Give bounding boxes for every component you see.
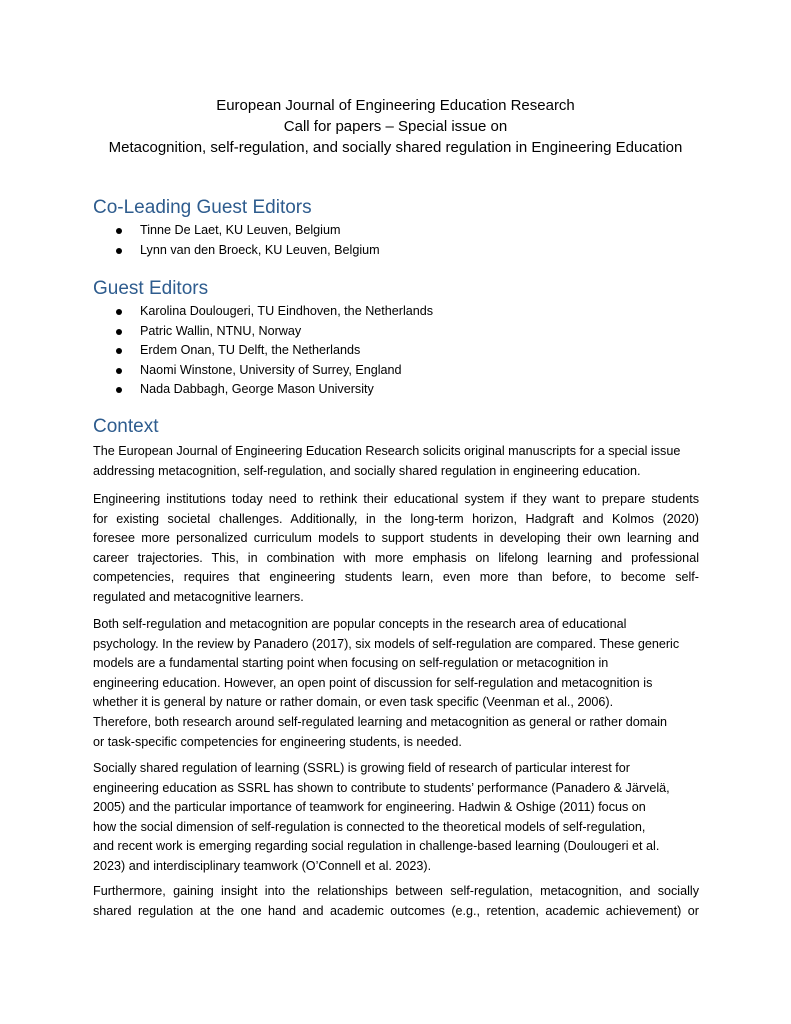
journal-name: European Journal of Engineering Education Research [216,97,575,114]
list-item: Erdem Onan, TU Delft, the Netherlands [116,341,433,361]
context-heading: Context [93,416,159,437]
context-paragraph-1: The European Journal of Engineering Education Research solicits original manuscripts for a special issue addressing metacognition, self-regulation, and socially shared regulation in engineering education. [93,444,681,478]
bullet-icon [116,387,122,393]
co-leading-editors-heading: Co-Leading Guest Editors [93,197,312,218]
call-for-papers-line: Call for papers – Special issue on [283,118,508,135]
list-item: Tinne De Laet, KU Leuven, Belgium [116,221,380,241]
special-issue-topic: Metacognition, self-regulation, and socially shared regulation in Engineering Education [108,139,683,156]
bullet-icon [116,248,122,254]
guest-editors-heading: Guest Editors [93,278,209,299]
bullet-icon [116,228,122,234]
context-paragraph-2: Engineering institutions today need to rethink their educational system if they want to prepare students for existing societal challenges. Additionally, in the long-term horizon, Hadgraft and Kolmos (2020) foresee more personalized curriculum models to support students in developing their own learning and career trajectories. This, in combination with more emphasis on lifelong learning and professional competencies, requires that engineering students learn, even more than before, to become self- regulated and metacognitive learners. [93,492,699,604]
list-item: Karolina Doulougeri, TU Eindhoven, the Netherlands [116,302,433,322]
context-paragraph-3: Both self-regulation and metacognition are popular concepts in the research area of educational psychology. In the review by Panadero (2017), six models of self-regulation are compared. These generic models are a fundamental starting point when focusing on self-regulation or metacognition in engineering education. However, an open point of discussion for self-regulation and metacognition is whether it is general by nature or rather domain, or even task specific (Veenman et al., 2006). Therefore, both research around self-regulated learning and metacognition as general or rather domain or task-specific competencies for engineering students, is needed. [93,617,680,749]
bullet-icon [116,309,122,315]
context-paragraph-5: Furthermore, gaining insight into the relationships between self-regulation, metacognition, and socially shared regulation at the one hand and academic outcomes (e.g., retention, academic achievement) or [93,884,699,918]
bullet-icon [116,368,122,374]
guest-editors-list [116,302,433,400]
list-item: Lynn van den Broeck, KU Leuven, Belgium [116,241,380,261]
context-paragraph-4: Socially shared regulation of learning (SSRL) is growing field of research of particular interest for engineering education as SSRL has shown to contribute to students’ performance (Panadero & Järvelä, 2005) and the particular importance of teamwork for engineering. Hadwin & Oshige (2011) focus on how the social dimension of self-regulation is connected to the theoretical models of self-regulation, and recent work is emerging regarding social regulation in challenge-based learning (Doulougeri et al. 2023) and interdisciplinary teamwork (O’Connell et al. 2023). [93,761,670,873]
bullet-icon [116,348,122,354]
list-item: Nada Dabbagh, George Mason University [116,380,433,400]
list-item: Patric Wallin, NTNU, Norway [116,322,433,342]
list-item: Naomi Winstone, University of Surrey, England [116,361,433,381]
bullet-icon [116,329,122,335]
document-title [60,95,731,158]
co-leading-editors-list [116,221,380,260]
